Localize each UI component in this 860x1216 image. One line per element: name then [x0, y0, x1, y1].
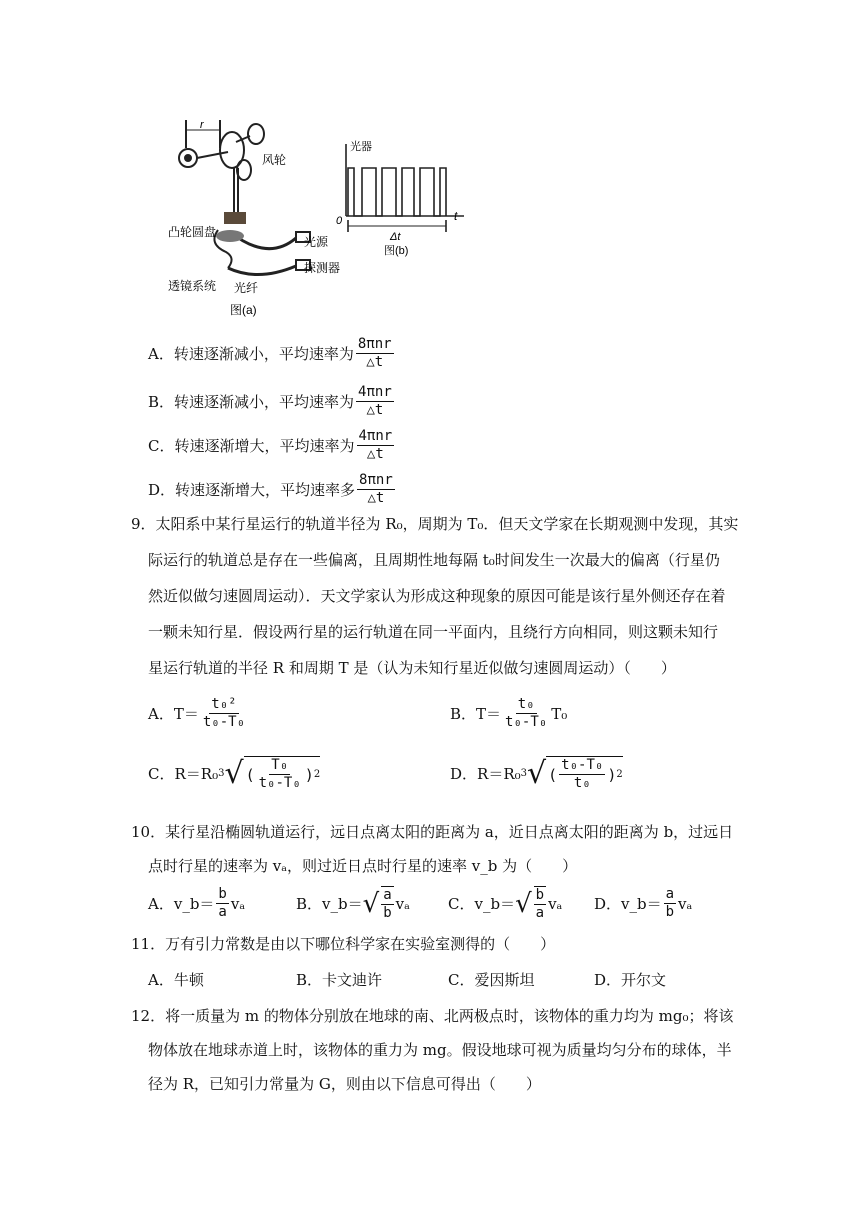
- option-tail: vₐ: [230, 894, 246, 913]
- r-label: r: [200, 119, 204, 131]
- option-letter: B．: [148, 392, 175, 411]
- option-tail: vₐ: [548, 895, 563, 913]
- q9-stem-line: 际运行的轨道总是存在一些偏离，且周期性地每隔 t₀时间发生一次最大的偏离（行星仍: [148, 551, 720, 569]
- q9-option-b: [450, 696, 567, 731]
- q10-option-b: [296, 886, 410, 922]
- option-lhs: v_b＝: [621, 894, 662, 913]
- option-lhs: v_b＝: [474, 895, 516, 913]
- option-text: 转速逐渐增大，平均速率为: [174, 436, 355, 455]
- radical-sign: √: [224, 756, 244, 791]
- option-tail: vₐ: [395, 895, 410, 913]
- q10-stem-line: 点时行星的速率为 vₐ，则过近日点时行星的速率 v_b 为（ ）: [148, 857, 578, 875]
- lens-system-label: 透镜系统: [168, 279, 217, 293]
- radicand: ( $\frac{\text{t₀-T₀}}{\text{t₀}}$ ) 2: [548, 757, 623, 791]
- option-letter: A．: [148, 344, 174, 363]
- fraction: $\frac{b}{a}$: [535, 887, 545, 921]
- x-axis-label: t: [454, 209, 458, 223]
- fraction: $\frac{b}{a}$: [218, 886, 227, 920]
- option-letter: C．: [448, 895, 475, 913]
- fraction: $\frac{\text{4πnr}}{\triangle t}$: [358, 384, 392, 418]
- q9-option-d: [450, 756, 623, 792]
- q11-option-d: D．开尔文: [594, 971, 667, 989]
- q8-option-d: [148, 472, 397, 507]
- fraction: $\frac{a}{b}$: [665, 886, 675, 920]
- q10-option-d: [594, 886, 692, 921]
- q9-option-a: [148, 696, 249, 731]
- exponent: 2: [313, 768, 321, 780]
- origin-label: 0: [336, 215, 343, 227]
- q11-option-b: B．卡文迪许: [296, 971, 383, 989]
- option-letter: B．: [450, 704, 477, 723]
- q10-option-c: [448, 886, 562, 922]
- option-letter: B．: [296, 895, 323, 913]
- option-letter: C．: [148, 765, 175, 783]
- option-text: 转速逐渐减小，平均速率为: [174, 392, 355, 411]
- option-letter: A．: [148, 894, 174, 913]
- option-letter: A．: [148, 704, 174, 723]
- cam-disk-label: 凸轮圆盘: [168, 225, 217, 239]
- option-lhs: T＝: [173, 704, 199, 723]
- q8-option-c: [148, 428, 396, 463]
- detector-label: 探测器: [304, 261, 341, 275]
- option-letter: D．: [450, 765, 478, 783]
- q9-stem-line: 星运行轨道的半径 R 和周期 T 是（认为未知行星近似做匀速圆周运动）（ ）: [148, 659, 676, 677]
- q11-option-a: A．牛顿: [148, 971, 204, 989]
- option-lhs: v_b＝: [173, 894, 215, 913]
- option-lhs: T＝: [476, 704, 502, 723]
- q10-stem-line: 10．某行星沿椭圆轨道运行，远日点离太阳的距离为 a，近日点离太阳的距离为 b，过远日: [131, 823, 734, 841]
- option-lhs: v_b＝: [322, 895, 363, 913]
- q12-stem-line: 12．将一质量为 m 的物体分别放在地球的南、北两极点时，该物体的重力均为 mg₀；将该: [131, 1007, 734, 1025]
- option-letter: D．: [148, 480, 176, 499]
- interval-label: Δt: [390, 231, 401, 243]
- root-index: 3: [520, 768, 528, 779]
- fraction: $\frac{\text{T₀}}{\text{t₀-T₀}}$: [258, 757, 301, 791]
- fraction: $\frac{\text{4πnr}}{\triangle t}$: [358, 428, 393, 462]
- option-letter: C．: [148, 436, 175, 455]
- fraction: $\frac{\text{t₀}}{\text{t₀-T₀}}$: [505, 696, 548, 730]
- y-axis-label: 光器: [350, 141, 372, 153]
- root-index: 3: [218, 768, 225, 779]
- wind-wheel-label: 风轮: [262, 153, 287, 167]
- figure-a-caption: 图(a): [230, 303, 257, 317]
- q9-stem-line: 然近似做匀速圆周运动）．天文学家认为形成这种现象的原因可能是该行星外侧还存在着: [148, 587, 726, 605]
- figure-b-caption: 图(b): [384, 245, 409, 257]
- fraction: $\frac{a}{b}$: [383, 887, 392, 921]
- radical-sign: √: [527, 756, 547, 791]
- fraction: $\frac{\text{8πnr}}{\triangle t}$: [359, 472, 393, 506]
- fraction: $\frac{\text{t₀-T₀}}{\text{t₀}}$: [561, 757, 604, 791]
- fraction: $\frac{\text{8πnr}}{\triangle t}$: [357, 336, 392, 370]
- option-tail: T₀: [551, 704, 568, 723]
- light-source-label: 光源: [304, 235, 329, 249]
- q12-stem-line: 物体放在地球赤道上时，该物体的重力为 mg。假设地球可视为质量均匀分布的球体，半: [148, 1041, 732, 1059]
- radical-sign: √: [362, 889, 380, 919]
- q9-option-c: [148, 756, 320, 792]
- q12-stem-line: 径为 R，已知引力常量为 G，则由以下信息可得出（ ）: [148, 1075, 541, 1093]
- q9-stem-line: 一颗未知行星．假设两行星的运行轨道在同一平面内，且绕行方向相同，则这颗未知行: [148, 623, 719, 641]
- fraction: $\frac{\text{t₀²}}{\text{t₀-T₀}}$: [202, 696, 246, 730]
- q8-option-a: [148, 336, 396, 371]
- option-letter: D．: [594, 894, 622, 913]
- option-text: 转速逐渐减小，平均速率为: [173, 344, 354, 363]
- q8-option-b: [148, 384, 396, 419]
- fiber-label: 光纤: [234, 281, 259, 295]
- figure-a-apparatus: [168, 112, 341, 322]
- option-lhs: R＝R₀: [477, 765, 521, 783]
- q10-option-a: [148, 886, 245, 921]
- figure-b-pulse-graph: [334, 136, 468, 256]
- q11-option-c: C．爱因斯坦: [448, 971, 535, 989]
- radical-sign: √: [515, 889, 532, 919]
- option-tail: vₐ: [678, 894, 693, 913]
- option-lhs: R＝R₀: [174, 765, 219, 783]
- radicand: ( $\frac{\text{T₀}}{\text{t₀-T₀}}$ ) 2: [245, 757, 321, 791]
- option-text: 转速逐渐增大，平均速率多: [175, 480, 356, 499]
- q9-stem-line: 9．太阳系中某行星运行的轨道半径为 R₀，周期为 T₀．但天文学家在长期观测中发现，其实: [131, 515, 739, 533]
- exponent: 2: [616, 768, 623, 780]
- q11-stem: 11．万有引力常数是由以下哪位科学家在实验室测得的（ ）: [131, 935, 556, 953]
